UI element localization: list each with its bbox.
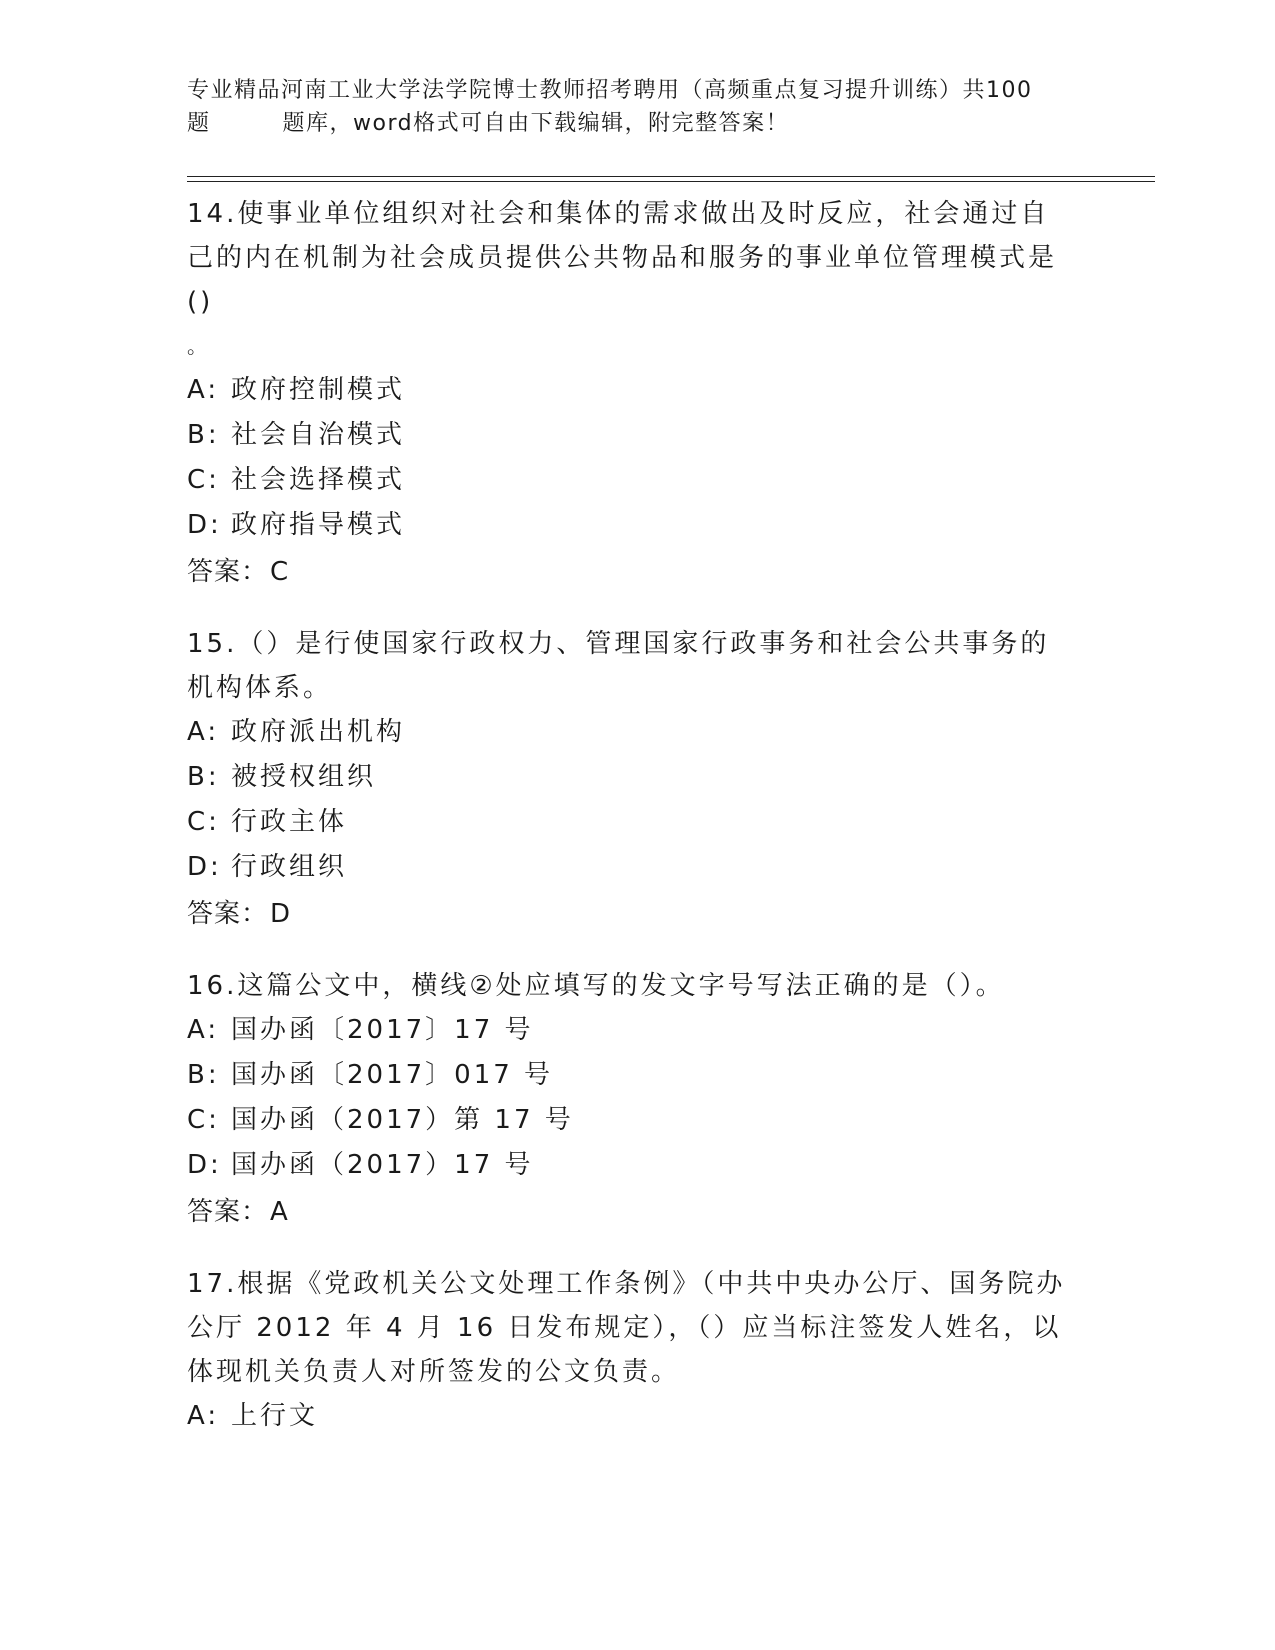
option-letter: C: xyxy=(187,807,220,837)
option-text: 上行文 xyxy=(231,1401,319,1431)
option-letter: A: xyxy=(187,717,220,747)
document-header xyxy=(187,74,1077,140)
option-c xyxy=(187,800,1077,845)
option-text: 被授权组织 xyxy=(231,762,377,792)
option-letter: C: xyxy=(187,465,220,495)
option-text: 国办函（2017）17 号 xyxy=(231,1150,534,1180)
option-d xyxy=(187,845,1077,890)
header-subtitle-line xyxy=(187,107,1077,140)
answer-value: C xyxy=(270,557,290,587)
question-stem: 17.根据《党政机关公文处理工作条例》（中共中央办公厅、国务院办公厅 2012 年 4 月 16 日发布规定），（）应当标注签发人姓名，以体现机关负责人对所签发的公文负责。 xyxy=(187,1269,1066,1387)
option-text: 社会自治模式 xyxy=(231,420,406,450)
option-c xyxy=(187,1098,1077,1143)
answer-line xyxy=(187,548,1077,596)
answer-value: A xyxy=(270,1197,289,1227)
header-subtitle-right: 题库，word格式可自由下载编辑，附完整答案！ xyxy=(282,111,790,136)
option-a xyxy=(187,1394,1077,1439)
header-divider-top xyxy=(187,176,1155,177)
option-letter: B: xyxy=(187,420,220,450)
option-letter: A: xyxy=(187,1015,220,1045)
header-title-line: 专业精品河南工业大学法学院博士教师招考聘用（高频重点复习提升训练）共100 xyxy=(187,78,1033,103)
option-letter: A: xyxy=(187,1401,220,1431)
option-text: 政府控制模式 xyxy=(231,375,406,405)
option-c xyxy=(187,458,1077,503)
question-14 xyxy=(187,192,1077,596)
answer-label: 答案： xyxy=(187,557,269,587)
option-letter: D: xyxy=(187,510,222,540)
question-stem: 14.使事业单位组织对社会和集体的需求做出及时反应，社会通过自己的内在机制为社会成员提供公共物品和服务的事业单位管理模式是() xyxy=(187,199,1058,317)
option-a xyxy=(187,1008,1077,1053)
question-stem: 16.这篇公文中，横线②处应填写的发文字号写法正确的是（）。 xyxy=(187,971,1005,1001)
option-b xyxy=(187,1053,1077,1098)
option-letter: D: xyxy=(187,1150,222,1180)
question-17 xyxy=(187,1262,1077,1439)
option-text: 国办函（2017）第 17 号 xyxy=(231,1105,574,1135)
question-16 xyxy=(187,964,1077,1236)
option-text: 行政主体 xyxy=(231,807,348,837)
option-letter: D: xyxy=(187,852,222,882)
option-text: 行政组织 xyxy=(231,852,348,882)
option-text: 政府指导模式 xyxy=(231,510,406,540)
option-letter: B: xyxy=(187,1060,220,1090)
question-15 xyxy=(187,622,1077,938)
question-list xyxy=(187,192,1077,1461)
option-b xyxy=(187,755,1077,800)
answer-label: 答案： xyxy=(187,899,269,929)
option-letter: C: xyxy=(187,1105,220,1135)
answer-line xyxy=(187,890,1077,938)
option-letter: B: xyxy=(187,762,220,792)
answer-label: 答案： xyxy=(187,1197,269,1227)
option-b xyxy=(187,413,1077,458)
option-d xyxy=(187,1143,1077,1188)
option-d xyxy=(187,503,1077,548)
header-divider-bottom xyxy=(187,181,1155,182)
header-subtitle-left: 题 xyxy=(187,111,211,136)
option-text: 政府派出机构 xyxy=(231,717,406,747)
option-text: 社会选择模式 xyxy=(231,465,406,495)
option-a xyxy=(187,368,1077,413)
answer-value: D xyxy=(270,899,292,929)
option-text: 国办函〔2017〕017 号 xyxy=(231,1060,554,1090)
question-stem-tail: 。 xyxy=(187,334,210,358)
option-letter: A: xyxy=(187,375,220,405)
option-text: 国办函〔2017〕17 号 xyxy=(231,1015,534,1045)
option-a xyxy=(187,710,1077,755)
question-stem: 15.（）是行使国家行政权力、管理国家行政事务和社会公共事务的机构体系。 xyxy=(187,629,1050,703)
answer-line xyxy=(187,1188,1077,1236)
